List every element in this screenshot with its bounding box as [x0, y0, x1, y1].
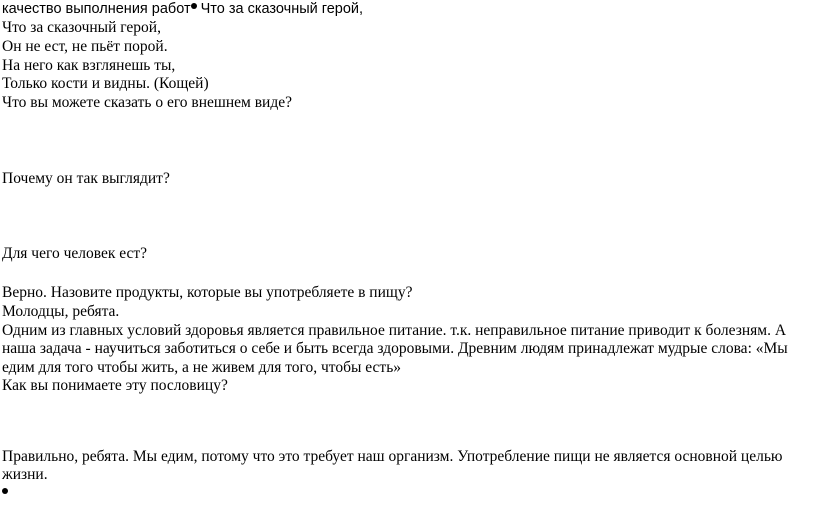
paragraph-products: Верно. Назовите продукты, которые вы употребляете в пищу?	[2, 284, 413, 301]
paragraph-conclusion-line-2: жизни.	[2, 466, 48, 483]
riddle-line-1: Что за сказочный герой,	[2, 19, 161, 36]
question-eat: Для чего человек ест?	[2, 245, 148, 262]
riddle-line-2: Он не ест, не пьёт порой.	[2, 38, 168, 55]
header-prefix: качество выполнения работ	[2, 1, 191, 17]
question-proverb: Как вы понимаете эту пословицу?	[2, 377, 228, 394]
header-line	[2, 0, 363, 18]
riddle-line-3: На него как взглянешь ты,	[2, 57, 176, 74]
question-why: Почему он так выглядит?	[2, 170, 170, 187]
bullet-icon	[191, 3, 197, 9]
paragraph-nutrition-line-1: Одним из главных условий здоровья является правильное питание. т.к. неправильное питание приводит к болезням. А	[2, 322, 787, 339]
paragraph-conclusion-line-1: Правильно, ребята. Мы едим, потому что это требует наш организм. Употребление пищи не является основной целью	[2, 448, 783, 465]
bullet-icon	[2, 488, 8, 494]
paragraph-praise: Молодцы, ребята.	[2, 303, 120, 320]
header-title: Что за сказочный герой,	[200, 1, 364, 17]
paragraph-nutrition-line-2: наша задача - научиться заботиться о себе и быть всегда здоровыми. Древним людям принадлежат мудрые слова: «Мы	[2, 340, 788, 357]
question-appearance: Что вы можете сказать о его внешнем виде?	[2, 94, 292, 111]
riddle-line-4: Только кости и видны. (Кощей)	[2, 75, 209, 92]
paragraph-nutrition-line-3: едим для того чтобы жить, а не живем для того, чтобы есть»	[2, 359, 402, 376]
